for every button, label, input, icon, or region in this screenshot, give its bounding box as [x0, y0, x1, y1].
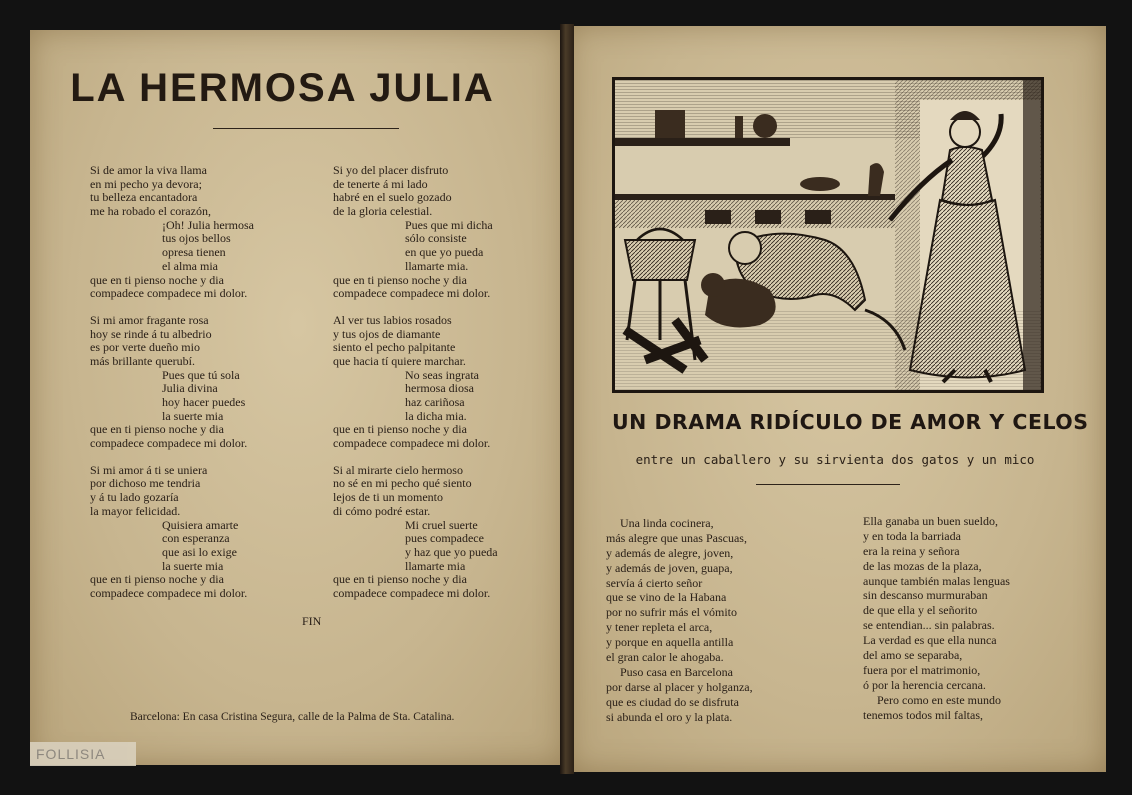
fin-mark: FIN [302, 614, 322, 628]
poem-line: sólo consiste [405, 231, 467, 246]
poem-line: pues compadece [405, 531, 484, 546]
poem-line: que en ti pienso noche y dia [90, 272, 224, 287]
poem-line: que hacia tí quiere marchar. [333, 353, 466, 368]
poem-line: ¡Oh! Julia hermosa [162, 217, 254, 232]
story-line: y porque en aquella antilla [606, 635, 734, 650]
story-line: Pero como en este mundo [877, 692, 1001, 707]
story-line: La verdad es que ella nunca [863, 633, 997, 648]
story-line: del amo se separaba, [863, 648, 963, 663]
story-column-left [606, 516, 753, 724]
story-line: que se vino de la Habana [606, 590, 727, 605]
poem-line: en mi pecho ya devora; [90, 176, 202, 191]
poem-line: Quisiera amarte [162, 517, 239, 532]
poem-line: llamarte mia [405, 558, 466, 573]
story-line: más alegre que unas Pascuas, [606, 530, 747, 545]
poem-column-left [90, 164, 254, 601]
poem-line: hoy se rinde á tu albedrio [90, 326, 212, 341]
story-line: y además de joven, guapa, [606, 560, 733, 575]
poem-line: hoy hacer puedes [162, 395, 246, 409]
poem-line: la dicha mia. [405, 408, 467, 423]
poem-line: es por verte dueño mio [90, 340, 200, 355]
poem-line: Pues que mi dicha [405, 217, 493, 232]
title-rule [213, 128, 399, 129]
poem-line: que en ti pienso noche y dia [333, 572, 467, 587]
poem-line: llamarte mia. [405, 258, 469, 273]
poem-line: Si al mirarte cielo hermoso [333, 462, 463, 477]
printer-imprint: Barcelona: En casa Cristina Segura, calle de la Palma de Sta. Catalina. [130, 711, 455, 723]
story-line: y además de alegre, joven, [606, 545, 734, 560]
poem-line: siento el pecho palpitante [333, 340, 456, 355]
poem-line: hermosa diosa [405, 381, 474, 396]
story-line: Ella ganaba un buen sueldo, [863, 514, 998, 528]
poem-title: LA HERMOSA JULIA [70, 66, 495, 110]
story-line: si abunda el oro y la plata. [606, 709, 733, 724]
poem-line: que asi lo exige [162, 544, 237, 559]
story-line: y tener repleta el arca, [606, 620, 713, 635]
poem-line: no sé en mi pecho qué siento [333, 476, 472, 491]
stanza-gap [90, 301, 254, 314]
story-line: por no sufrir más el vómito [606, 605, 737, 620]
woodcut-illustration [612, 77, 1044, 393]
poem-line: la mayor felicidad. [90, 503, 181, 518]
poem-line: tus ojos bellos [162, 231, 231, 246]
poem-line: Julia divina [162, 381, 218, 396]
story-subheadline: entre un caballero y su sirvienta dos gatos y un mico [635, 452, 1035, 467]
poem-line: en que yo pueda [405, 245, 484, 260]
poem-line: con esperanza [162, 531, 230, 546]
story-line: aunque también malas lenguas [863, 573, 1010, 588]
book-gutter [560, 24, 574, 774]
story-line: por darse al placer y holganza, [606, 679, 753, 694]
poem-line: y haz que yo pueda [405, 544, 498, 559]
story-line: que es ciudad do se disfruta [606, 694, 739, 709]
poem-line: más brillante querubí. [90, 353, 195, 368]
story-line: servía á cierto señor [606, 575, 703, 590]
poem-line: que en ti pienso noche y dia [333, 422, 467, 437]
poem-line: compadece compadece mi dolor. [90, 585, 248, 600]
story-line: y en toda la barriada [863, 528, 961, 543]
poem-line: tu belleza encantadora [90, 190, 198, 205]
poem-line: que en ti pienso noche y dia [90, 572, 224, 587]
story-line: se entendian... sin palabras. [863, 618, 995, 633]
story-line: de las mozas de la plaza, [863, 558, 982, 573]
story-line: ó por la herencia cercana. [863, 677, 986, 692]
poem-line: Pues que tú sola [162, 367, 240, 382]
poem-line: y tus ojos de diamante [333, 326, 441, 341]
poem-line: Al ver tus labios rosados [333, 312, 452, 327]
poem-line: lejos de ti un momento [333, 490, 443, 505]
story-line: tenemos todos mil faltas, [863, 707, 983, 722]
stanza-gap [333, 451, 498, 464]
poem-line: la suerte mia [162, 558, 224, 573]
stanza-gap [333, 301, 498, 314]
poem-line: Si mi amor á ti se uniera [90, 462, 208, 477]
story-line: sin descanso murmuraban [863, 588, 988, 603]
story-column-right [863, 514, 1010, 722]
poem-line: el alma mia [162, 258, 218, 273]
poem-line: habré en el suelo gozado [333, 190, 452, 205]
poem-line: Si de amor la viva llama [90, 163, 207, 177]
stanza-gap [90, 451, 254, 464]
library-stamp: FOLLISIA [30, 742, 136, 766]
poem-line: Si yo del placer disfruto [333, 163, 449, 177]
poem-line: de tenerte á mi lado [333, 176, 428, 191]
story-line: el gran calor le ahogaba. [606, 650, 724, 665]
poem-line: No seas ingrata [405, 367, 479, 382]
poem-column-right [333, 164, 498, 601]
poem-line: de la gloria celestial. [333, 204, 433, 219]
poem-line: me ha robado el corazón, [90, 204, 211, 219]
story-line: Una linda cocinera, [620, 516, 714, 530]
poem-line: haz cariñosa [405, 395, 465, 409]
story-headline: UN DRAMA RIDÍCULO DE AMOR Y CELOS [612, 410, 1089, 434]
poem-line: compadece compadece mi dolor. [90, 436, 248, 451]
story-line: de que ella y el señorito [863, 603, 978, 618]
poem-line: Si mi amor fragante rosa [90, 312, 209, 327]
story-line: fuera por el matrimonio, [863, 662, 981, 677]
story-line: Puso casa en Barcelona [620, 664, 733, 679]
poem-line: compadece compadece mi dolor. [333, 585, 491, 600]
poem-line: compadece compadece mi dolor. [90, 286, 248, 301]
poem-line: que en ti pienso noche y dia [333, 272, 467, 287]
headline-rule [756, 484, 900, 485]
poem-line: y á tu lado gozaría [90, 490, 179, 505]
poem-line: Mi cruel suerte [405, 517, 478, 532]
poem-line: compadece compadece mi dolor. [333, 286, 491, 301]
story-line: era la reina y señora [863, 543, 960, 558]
poem-line: di cómo podré estar. [333, 503, 431, 518]
poem-line: la suerte mia [162, 408, 224, 423]
poem-line: compadece compadece mi dolor. [333, 436, 491, 451]
poem-line: por dichoso me tendria [90, 476, 201, 491]
poem-line: que en ti pienso noche y dia [90, 422, 224, 437]
poem-line: opresa tienen [162, 245, 226, 260]
